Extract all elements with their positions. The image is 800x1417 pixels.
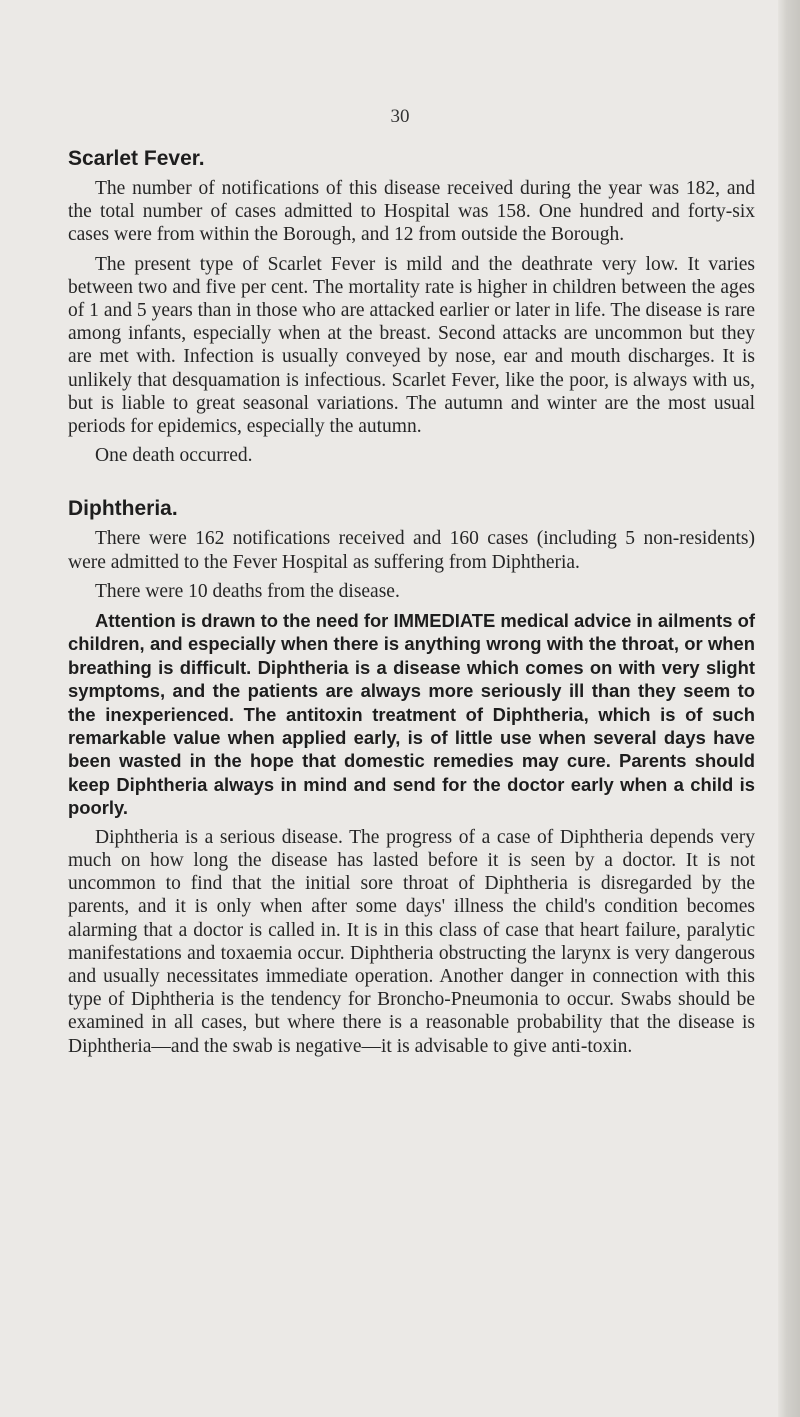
section-scarlet-fever bbox=[68, 145, 755, 467]
page-number: 30 bbox=[390, 106, 410, 127]
section-diphtheria bbox=[68, 495, 755, 1057]
paragraph: Diphtheria is a serious disease. The progress of a case of Diphtheria depends very much on how long the disease has lasted before it is seen by a doctor. It is not uncommon to find that the initial sore throat of Diphtheria is disregarded by the parents, and it is only when after some days' illness the child's condition becomes alarming that a doctor is called in. It is in this class of case that heart failure, paralytic manifestations and toxaemia occur. Diphtheria obstructing the larynx is very dangerous and usually necessitates immediate operation. Another danger in connection with this type of Diphtheria is the tendency for Broncho-Pneumonia to occur. Swabs should be examined in all cases, but where there is a reasonable probability that the disease is Diphtheria—and the swab is negative—it is advisable to give anti-toxin. bbox=[68, 826, 755, 1057]
document-body bbox=[68, 145, 755, 1064]
page-edge-shadow bbox=[778, 0, 800, 1417]
paragraph: There were 162 notifications received and 160 cases (including 5 non-residents) were admitted to the Fever Hospital as suffering from Diphtheria. bbox=[68, 528, 755, 573]
section-heading: Diphtheria. bbox=[68, 497, 178, 521]
paragraph: The present type of Scarlet Fever is mild and the deathrate very low. It varies between two and five per cent. The mortality rate is higher in children between the ages of 1 and 5 years than in those who are attacked earlier or later in life. The disease is rare among infants, especially when at the breast. Second attacks are uncommon but they are met with. Infection is usually conveyed by nose, ear and mouth discharges. It is unlikely that desquamation is infectious. Scarlet Fever, like the poor, is always with us, but is liable to great seasonal variations. The autumn and winter are the most usual periods for epidemics, especially the autumn. bbox=[68, 253, 755, 438]
paragraph: There were 10 deaths from the disease. bbox=[95, 580, 400, 602]
section-spacer bbox=[68, 473, 755, 495]
paragraph: One death occurred. bbox=[95, 445, 253, 467]
paragraph: The number of notifications of this disease received during the year was 182, and the total number of cases admitted to Hospital was 158. One hundred and forty-six cases were from within the Borough, and 12 from outside the Borough. bbox=[68, 178, 755, 246]
section-heading: Scarlet Fever. bbox=[68, 147, 205, 170]
emphasized-notice-paragraph: Attention is drawn to the need for IMMEDIATE medical advice in ailments of children, and especially when there is anything wrong with the throat, or when breathing is difficult. Diphtheria is a disease which comes on with very slight symptoms, and the patients are always more seriously ill than they seem to the inexperienced. The antitoxin treatment of Diphtheria, which is of such remarkable value when applied early, is of little use when several days have been wasted in the hope that domestic remedies may cure. Parents should keep Diphtheria always in mind and send for the doctor early when a child is poorly. bbox=[68, 610, 755, 819]
